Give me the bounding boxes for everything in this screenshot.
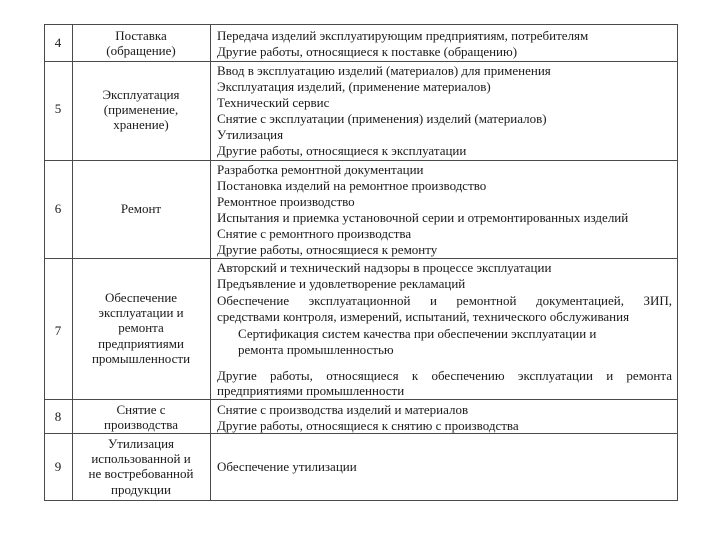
table-border-bottom	[44, 500, 678, 501]
work-item: предприятиями промышленности	[217, 383, 405, 398]
work-item: Постановка изделий на ремонтное производство	[217, 178, 487, 193]
work-item: Разработка ремонтной документации	[217, 162, 424, 177]
work-item: Испытания и приемка установочной серии и отремонтированных изделий	[217, 210, 629, 225]
stage-name: Снятие с производства	[103, 402, 179, 433]
work-item: Другие работы, относящиеся к ремонту	[217, 242, 438, 257]
work-item: Другие работы, относящиеся к эксплуатации	[217, 143, 467, 158]
work-item: Предъявление и удовлетворение рекламаций	[217, 276, 466, 291]
row-number: 6	[54, 201, 62, 216]
stage-name: Обеспечение эксплуатации и ремонта предприятиями промышленности	[91, 290, 191, 366]
stage-name: Утилизация использованной и не востребованной продукции	[88, 436, 194, 497]
work-item: средствами контроля, измерений, испытаний, технического обслуживания	[217, 309, 630, 324]
row-number: 8	[54, 409, 62, 424]
table-border-top	[44, 24, 678, 25]
stage-name: Поставка (обращение)	[106, 28, 176, 59]
work-item: ремонта промышленностью	[238, 342, 394, 357]
row-divider	[44, 399, 678, 400]
work-item: Эксплуатация изделий, (применение материалов)	[217, 79, 491, 94]
work-item: Снятие с ремонтного производства	[217, 226, 412, 241]
row-number: 4	[54, 35, 62, 50]
row-number: 9	[54, 459, 62, 474]
work-item: Авторский и технический надзоры в процессе эксплуатации	[217, 260, 552, 275]
work-item: Снятие с производства изделий и материалов	[217, 402, 469, 417]
table-border-right	[677, 24, 678, 501]
table-border-left	[44, 24, 45, 501]
stage-name: Ремонт	[120, 201, 162, 216]
column-divider	[210, 24, 211, 501]
row-divider	[44, 160, 678, 161]
work-item: Передача изделий эксплуатирующим предприятиям, потребителям	[217, 28, 589, 43]
work-item: Другие работы, относящиеся к снятию с производства	[217, 418, 519, 433]
work-item: Другие работы, относящиеся к поставке (обращению)	[217, 44, 518, 59]
row-number: 5	[54, 101, 62, 116]
work-item: Технический сервис	[217, 95, 330, 110]
row-number: 7	[54, 323, 62, 338]
row-divider	[44, 61, 678, 62]
row-divider	[44, 433, 678, 434]
work-item: Обеспечение эксплуатационной и ремонтной документацией, ЗИП,	[217, 293, 672, 308]
stage-name: Эксплуатация (применение, хранение)	[102, 87, 180, 133]
work-item: Обеспечение утилизации	[217, 459, 357, 474]
work-item: Ремонтное производство	[217, 194, 355, 209]
work-item: Сертификация систем качества при обеспечении эксплуатации и	[238, 326, 597, 341]
work-item: Снятие с эксплуатации (применения) изделий (материалов)	[217, 111, 547, 126]
work-item: Утилизация	[217, 127, 284, 142]
row-divider	[44, 258, 678, 259]
work-item: Другие работы, относящиеся к обеспечению эксплуатации и ремонта	[217, 368, 672, 383]
work-item: Ввод в эксплуатацию изделий (материалов) для применения	[217, 63, 551, 78]
